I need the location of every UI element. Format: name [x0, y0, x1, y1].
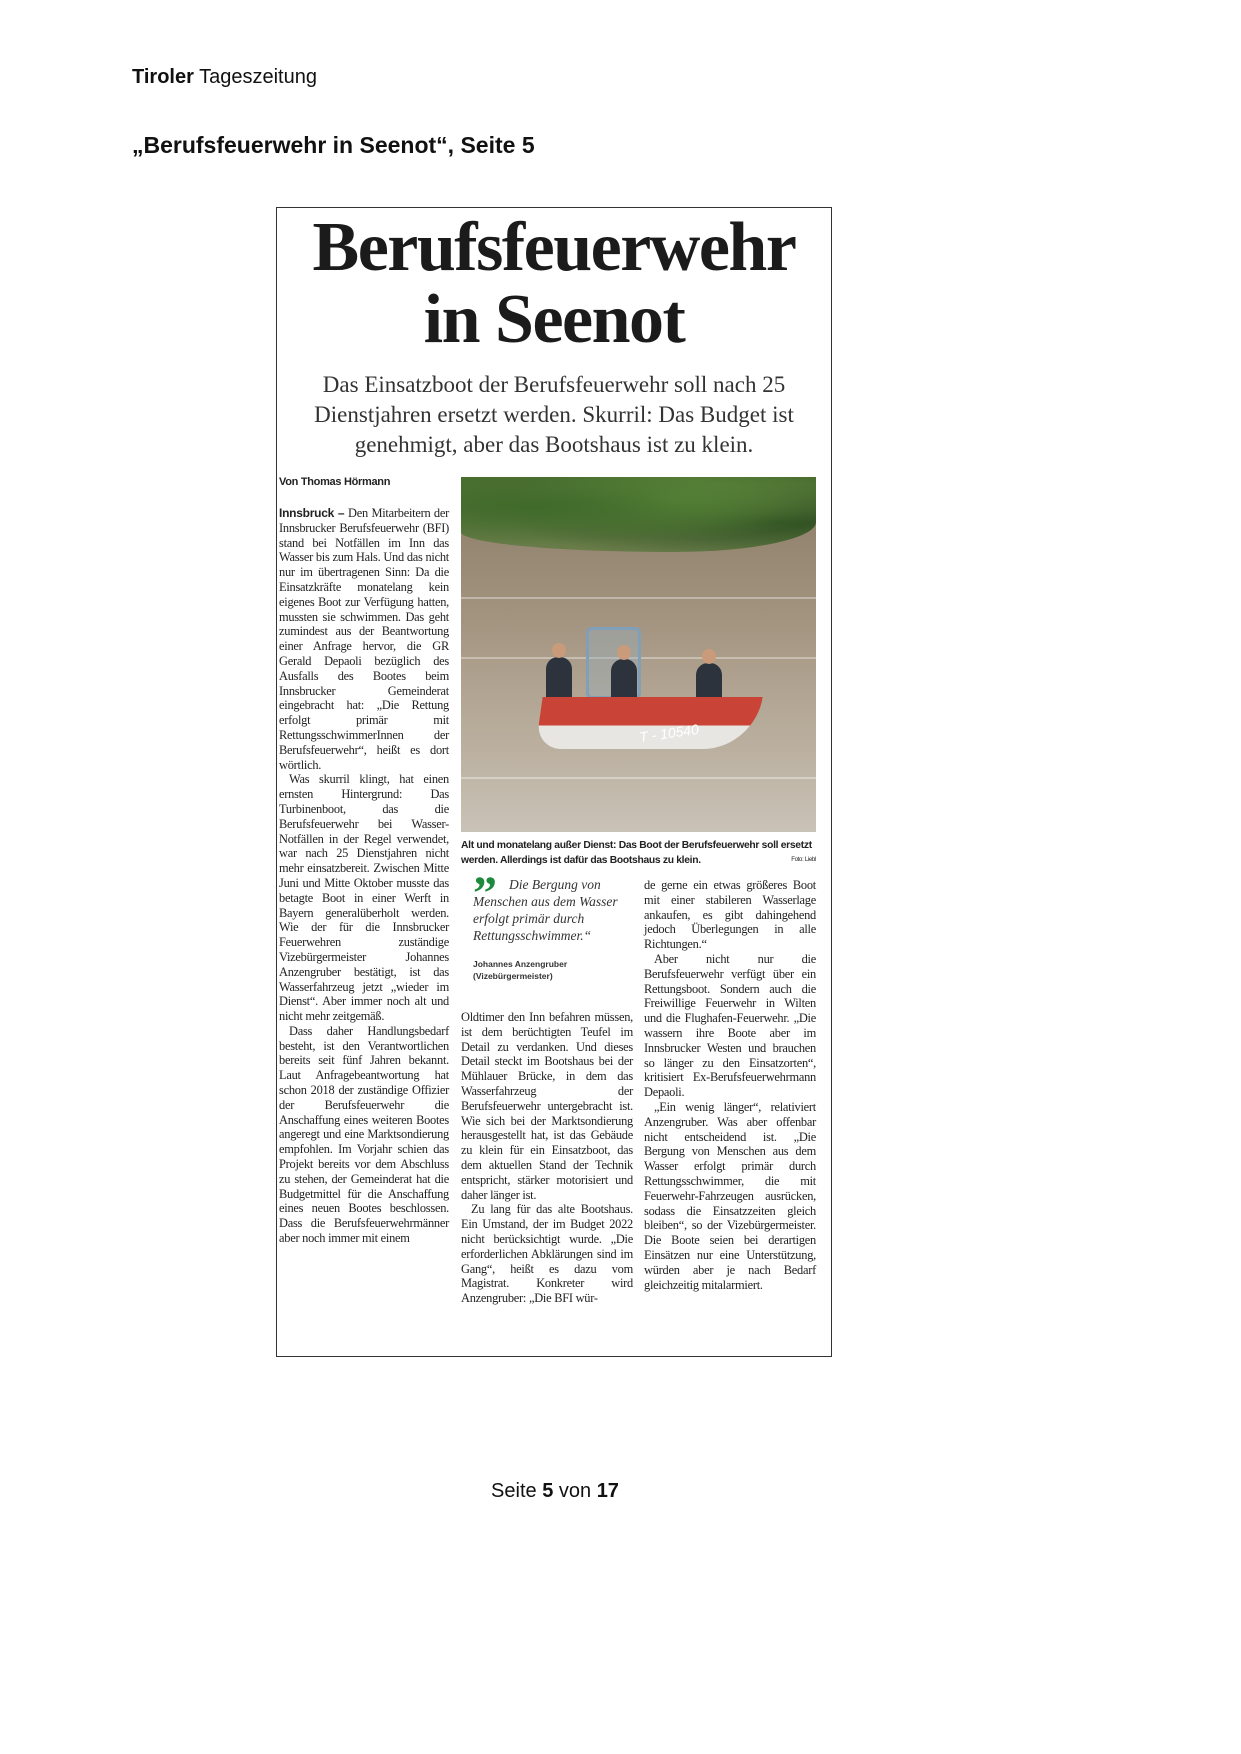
- publication-name-bold: Tiroler: [132, 66, 194, 88]
- paragraph: Zu lang für das alte Bootshaus. Ein Umstand, der im Budget 2022 nicht berücksichtigt wurde. „Die erforderlichen Abklärungen sind im Gang“, heißt es dazu vom Magistrat. Konkreter wird Anzengruber: „Die BFI wür-: [461, 1202, 633, 1306]
- page-footer: [0, 1480, 1110, 1503]
- caption-text: Alt und monatelang außer Dienst: Das Boot der Berufsfeuerwehr soll ersetzt werden. Allerdings ist dafür das Bootshaus zu klein.: [461, 840, 812, 866]
- pull-quote: [473, 867, 633, 982]
- quote-author-role: (Vizebürgermeister): [473, 971, 553, 981]
- paragraph: „Ein wenig länger“, relativiert Anzengruber. Was aber offenbar nicht entscheidend ist. „Die Bergung von Menschen aus dem Wasser erfolgt primär durch Rettungsschwimmer, die mit Feuerwehr-Fahrzeugen ausrücken, sodass die Einsatzzeiten gleich bleiben“, so der Vizebürgermeister. Die Boote seien bei derartigen Einsätzen nur eine Unterstützung, würden aber je nach Bedarf gleichzeitig mitalarmiert.: [644, 1099, 816, 1292]
- paragraph: Aber nicht nur die Berufsfeuerwehr verfügt über ein Rettungsboot. Sondern auch die Freiwillige Feuerwehr in Wilten und die Flughafen-Feuerwehr. „Die wassern ihre Boote aber im Innsbrucker Westen und brauchen so länger zu den Einsatzorten“, kritisiert Ex-Berufsfeuerwehrmann Depaoli.: [644, 951, 816, 1100]
- total-pages: 17: [596, 1480, 619, 1502]
- dateline: Innsbruck –: [279, 506, 349, 520]
- document-title: „Berufsfeuerwehr in Seenot“, Seite 5: [132, 132, 535, 158]
- publication-name: [132, 66, 317, 89]
- photo-credit: Foto: Liebl: [791, 857, 816, 863]
- newspaper-clipping: [276, 207, 832, 1357]
- wave: [461, 777, 816, 779]
- quote-mark-icon: ”: [473, 867, 497, 920]
- paragraph: de gerne ein etwas größeres Boot mit einer stabileren Wasserlage ankaufen, es gibt dahingehend jedoch Überlegungen in alle Richtungen.“: [644, 878, 816, 952]
- footer-prefix: Seite: [491, 1480, 543, 1502]
- column-3: [644, 878, 816, 1292]
- paragraph: Was skurril klingt, hat einen ernsten Hintergrund: Das Turbinenboot, das die Berufsfeuerwehr bei Wasser-Notfällen in der Regel verwendet, war nach 25 Dienstjahren nicht mehr einsatzbereit. Zwischen Mitte Juni und Mitte Oktober musste das betagte Boot in einer Werft in Bayern generalüberholt werden. Wie der für die Innsbrucker Feuerwehren zuständige Vizebürgermeister Johannes Anzengruber bestätigt, ist das Wasserfahrzeug jetzt „wieder im Dienst“. Aber immer noch alt und nicht mehr zeitgemäß.: [279, 772, 449, 1024]
- subtitle: Das Einsatzboot der Berufsfeuerwehr soll nach 25 Dienstjahren ersetzt werden. Skurril: Das Budget ist genehmigt, aber das Bootshaus ist zu klein.: [314, 372, 794, 457]
- boat-number: T - 10540: [638, 720, 700, 746]
- paragraph: [279, 506, 449, 772]
- paragraph: Oldtimer den Inn befahren müssen, ist dem berüchtigten Teufel im Detail zu verdanken. Und dieses Detail steckt im Bootshaus bei der Mühlauer Brücke, in dem das Wasserfahrzeug der Berufsfeuerwehr untergebracht ist. Wie sich bei der Marktsondierung herausgestellt hat, ist das Gebäude zu klein für ein Einsatzboot, das dem aktuellen Stand der Technik entspricht, stärker motorisiert und daher länger ist.: [461, 1010, 633, 1202]
- wave: [461, 597, 816, 599]
- trees: [461, 477, 816, 552]
- footer-mid: von: [553, 1480, 597, 1502]
- headline-line-1: Berufsfeuerwehr: [312, 209, 796, 286]
- headline-line-2: in Seenot: [423, 281, 685, 358]
- paragraph-text: Den Mitarbeitern der Innsbrucker Berufsfeuerwehr (BFI) stand bei Notfällen im Inn das Wasser bis zum Hals. Und das nicht nur im übertragenen Sinn: Da die Einsatzkräfte monatelang kein eigenes Boot zur Verfügung hatten, mussten sie schwimmen. Das geht zumindest aus der Beantwortung einer Anfrage hervor, die GR Gerald Depaoli bezüglich des Ausfalls des Bootes beim Innsbrucker Gemeinderat eingebracht hat: „Die Rettung erfolgt primär mit RettungsschwimmerInnen der Berufsfeuerwehr“, heißt es dort wörtlich.: [279, 506, 449, 772]
- current-page: 5: [542, 1480, 554, 1502]
- publication-name-rest: Tageszeitung: [199, 66, 317, 88]
- boat-photo: [461, 477, 816, 832]
- byline: Von Thomas Hörmann: [279, 476, 391, 488]
- quote-attribution: [473, 958, 633, 982]
- quote-author: Johannes Anzengruber: [473, 959, 568, 969]
- headline: [277, 209, 831, 358]
- paragraph: Dass daher Handlungsbedarf besteht, ist den Verantwortlichen bereits seit fünf Jahren bekannt. Laut Anfragebeantwortung hat schon 2018 der zuständige Offizier der Berufsfeuerwehr die Anschaffung eines weiteren Bootes angeregt und eine Marktsondierung empfohlen. Im Vorjahr schien das Projekt bereits vor dem Abschluss zu stehen, der Gemeinderat hat die Budgetmittel für die Anschaffung eines neuen Bootes beschlossen. Dass die Berufsfeuerwehrmänner aber noch immer mit einem: [279, 1023, 449, 1246]
- column-1: [279, 506, 449, 1246]
- quote-text: Die Bergung von Menschen aus dem Wasser erfolgt primär durch Rettungsschwimmer.“: [473, 877, 618, 943]
- column-2: [461, 1010, 633, 1306]
- photo-caption: [461, 838, 816, 868]
